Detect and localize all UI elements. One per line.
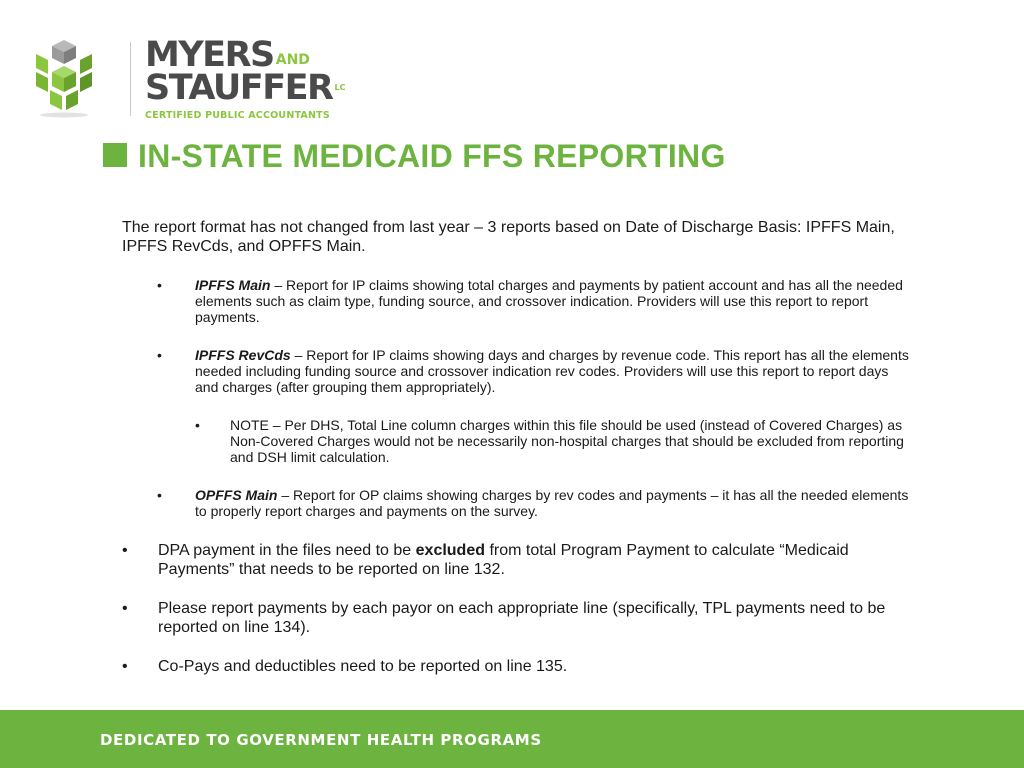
term-ipffs-revcds: IPFFS RevCds <box>195 347 291 363</box>
list-item-copays <box>122 657 912 676</box>
list-item-payor-payments <box>122 599 912 637</box>
note-text: NOTE – Per DHS, Total Line column charges within this file should be used (instead of Covered Charges) as Non-Covered Charges would not be necessarily non-hospital charges that should be excluded from reporting and DSH limit calculation. <box>230 417 904 465</box>
list-item-dpa-payment <box>122 541 912 579</box>
desc-opffs-main: – Report for OP claims showing charges by rev codes and payments – it has all the needed elements to properly report charges and payments on the survey. <box>195 487 909 519</box>
main-points-list <box>122 541 912 696</box>
slide-title: IN-STATE MEDICAID FFS REPORTING <box>138 138 726 174</box>
desc-ipffs-revcds: – Report for IP claims showing days and charges by revenue code. This report has all the elements needed including funding source and crossover indication rev codes. Providers will use this report to report days and charges (after grouping them appropriately). <box>195 347 909 395</box>
term-opffs-main: OPFFS Main <box>195 487 278 503</box>
brand-and: AND <box>275 52 310 68</box>
cube-cluster-icon <box>30 38 98 118</box>
dpa-text-post: from total Program Payment to calculate “Medicaid Payments” that needs to be reported on line 132. <box>158 542 849 578</box>
logo-wordmark <box>145 35 346 121</box>
logo-divider <box>130 42 131 116</box>
bullet: • <box>122 600 128 617</box>
list-item-opffs-main <box>157 487 912 519</box>
dpa-text-excluded: excluded <box>415 542 485 559</box>
bullet: • <box>122 542 128 559</box>
bullet: • <box>157 277 162 293</box>
intro-paragraph: The report format has not changed from last year – 3 reports based on Date of Discharge Basis: IPFFS Main, IPFFS RevCds, and OPFFS Main. <box>122 219 895 255</box>
brand-myers: MYERS <box>145 35 274 75</box>
desc-ipffs-main: – Report for IP claims showing total charges and payments by patient account and has all the needed elements such as claim type, funding source, and crossover indication. Providers will use this report to report payments. <box>195 277 903 325</box>
title-square-marker <box>103 143 127 167</box>
brand-lc: LC <box>334 83 346 92</box>
footer-bar <box>0 710 1024 768</box>
copays-text: Co-Pays and deductibles need to be reported on line 135. <box>158 658 568 675</box>
dpa-text-pre: DPA payment in the files need to be <box>158 542 416 559</box>
footer-tagline: DEDICATED TO GOVERNMENT HEALTH PROGRAMS <box>100 731 542 749</box>
list-item-ipffs-main <box>157 277 912 325</box>
bullet: • <box>122 658 128 675</box>
note-list <box>122 417 912 465</box>
payor-text: Please report payments by each payor on each appropriate line (specifically, TPL payments need to be reported on line 134). <box>158 600 886 636</box>
bullet: • <box>157 347 162 363</box>
company-logo <box>30 35 346 124</box>
brand-stauffer: STAUFFER <box>145 68 333 108</box>
bullet: • <box>195 417 200 433</box>
list-item-note <box>195 417 912 465</box>
report-list <box>122 277 912 395</box>
slide-content <box>122 218 912 541</box>
report-list-continued <box>122 487 912 519</box>
brand-tagline: CERTIFIED PUBLIC ACCOUNTANTS <box>145 110 330 121</box>
term-ipffs-main: IPFFS Main <box>195 277 271 293</box>
bullet: • <box>157 487 162 503</box>
list-item-ipffs-revcds <box>157 347 912 395</box>
